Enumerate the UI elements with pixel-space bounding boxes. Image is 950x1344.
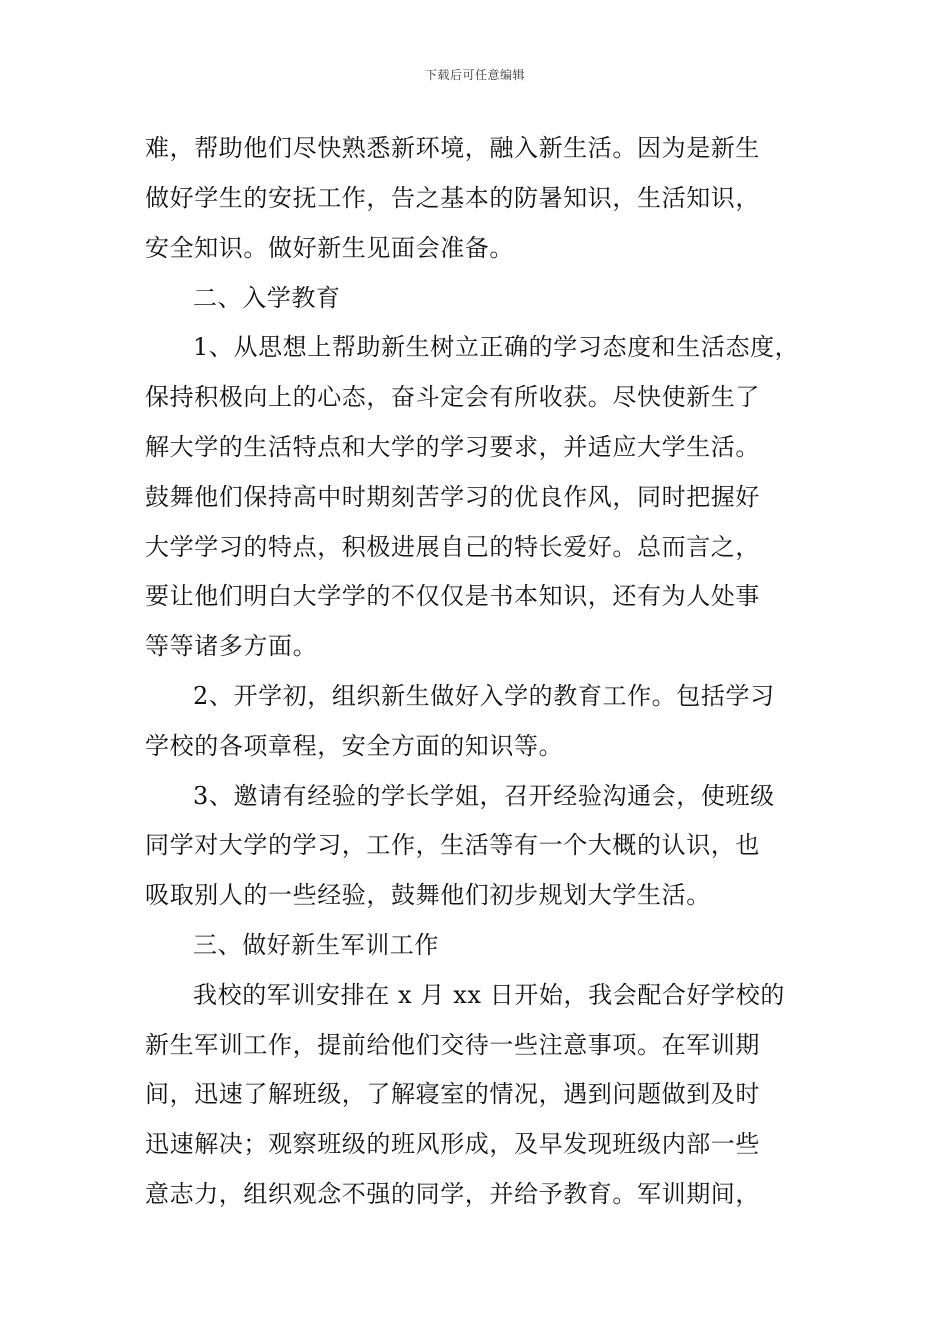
text-line: 保持积极向上的心态，奋斗定会有所收获。尽快使新生了 (145, 383, 760, 411)
text-line: 大学学习的特点，积极进展自己的特长爱好。总而言之， (145, 533, 760, 561)
page-header: 下载后可任意编辑 (424, 68, 525, 82)
text-line: 做好学生的安抚工作，告之基本的防暑知识，生活知识， (145, 184, 760, 212)
text-line: 1、从思想上帮助新生树立正确的学习态度和生活态度， (193, 333, 800, 361)
text-line: 学校的各项章程，安全方面的知识等。 (145, 732, 564, 760)
text-line: 安全知识。做好新生见面会准备。 (145, 234, 514, 262)
text-line: 吸取别人的一些经验，鼓舞他们初步规划大学生活。 (145, 881, 711, 909)
text-line: 迅速解决；观察班级的班风形成，及早发现班级内部一些 (145, 1130, 760, 1158)
text-line: 鼓舞他们保持高中时期刻苦学习的优良作风，同时把握好 (145, 483, 760, 511)
text-line: 新生军训工作，提前给他们交待一些注意事项。在军训期 (145, 1031, 760, 1059)
text-line: 2、开学初，组织新生做好入学的教育工作。包括学习 (193, 682, 775, 710)
text-line: 3、邀请有经验的学长学姐，召开经验沟通会，使班级 (193, 782, 775, 810)
text-line: 要让他们明白大学学的不仅仅是书本知识，还有为人处事 (145, 582, 760, 610)
text-line: 难，帮助他们尽快熟悉新环境，融入新生活。因为是新生 (145, 134, 760, 162)
text-line: 意志力，组织观念不强的同学，并给予教育。军训期间， (145, 1180, 760, 1208)
text-line: 间，迅速了解班级，了解寝室的情况，遇到问题做到及时 (145, 1080, 760, 1108)
section-heading: 二、入学教育 (193, 284, 341, 312)
text-line: 同学对大学的学习，工作，生活等有一个大概的认识，也 (145, 831, 760, 859)
text-line: 我校的军训安排在 x 月 xx 日开始，我会配合好学校的 (193, 981, 785, 1009)
section-heading: 三、做好新生军训工作 (193, 931, 439, 959)
text-line: 解大学的生活特点和大学的学习要求，并适应大学生活。 (145, 433, 760, 461)
text-line: 等等诸多方面。 (145, 632, 318, 660)
